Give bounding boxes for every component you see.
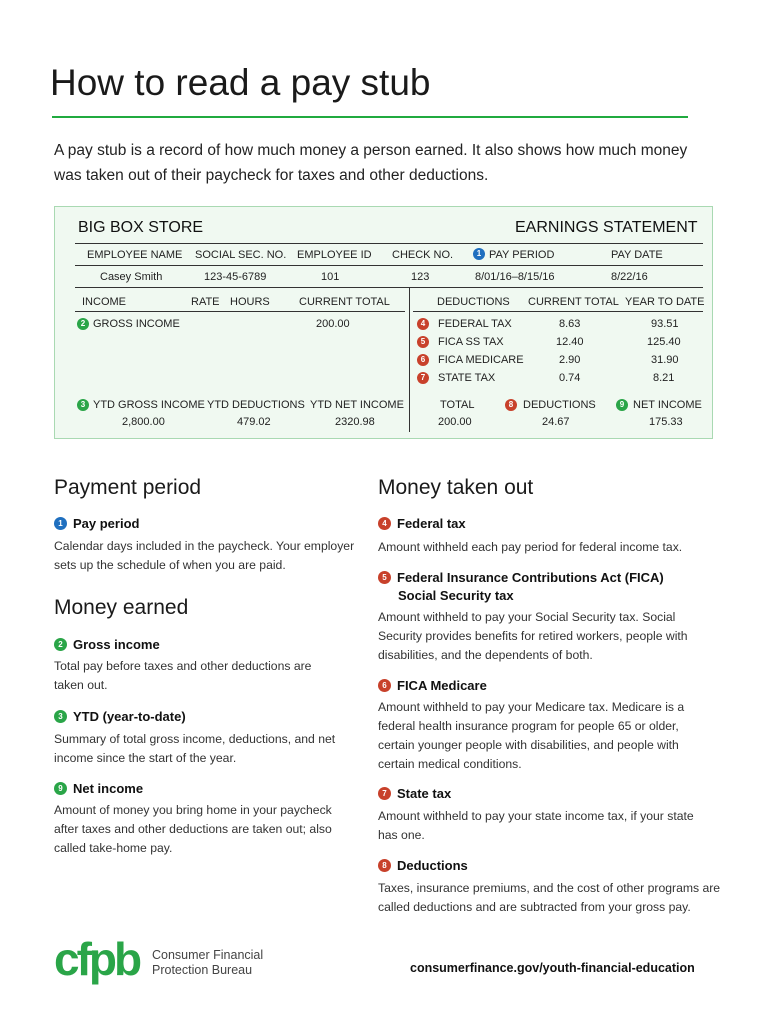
term-label: YTD (year-to-date)	[73, 709, 186, 724]
footer-url[interactable]: consumerfinance.gov/youth-financial-education	[410, 961, 695, 975]
ytd-net-label: YTD NET INCOME	[310, 399, 404, 411]
statement-title: EARNINGS STATEMENT	[515, 219, 698, 236]
term-ytd	[54, 708, 186, 726]
agency-line2: Protection Bureau	[152, 963, 253, 977]
def-fica-medicare: Amount withheld to pay your Medicare tax. Medicare is a federal health insurance program for people 65 or older, certain younger people with disabilities, and people with certain medical conditions.	[378, 700, 685, 771]
header-pay-period: PAY PERIOD	[489, 249, 555, 261]
total-value: 200.00	[438, 416, 472, 428]
net-income-label: NET INCOME	[633, 399, 702, 411]
def-deductions: Taxes, insurance premiums, and the cost of other programs are called deductions and are subtracted from your gross pay.	[378, 881, 721, 914]
ytd-deductions-label: YTD DEDUCTIONS	[207, 399, 305, 411]
badge-3: 3	[54, 710, 67, 723]
badge-1: 1	[54, 517, 67, 530]
pay-period-value: 8/01/16–8/15/16	[475, 271, 555, 283]
term-label: Federal tax	[397, 516, 466, 531]
header-employee-name: EMPLOYEE NAME	[87, 249, 183, 261]
header-year-to-date: YEAR TO DATE	[625, 296, 705, 308]
intro-paragraph: A pay stub is a record of how much money a person earned. It also shows how much money was taken out of their paycheck for taxes and other deductions.	[54, 142, 688, 184]
net-income-value: 175.33	[649, 416, 683, 428]
ytd-gross-label: YTD GROSS INCOME	[93, 399, 205, 411]
cfpb-logo: cfpb	[54, 933, 140, 985]
header-ssn: SOCIAL SEC. NO.	[195, 249, 287, 261]
header-rate: RATE	[191, 296, 220, 308]
def-fica-ss: Amount withheld to pay your Social Security tax. Social Security provides benefits for retired workers, people with disabilities, and the dependents of both.	[378, 610, 688, 662]
state-tax-ytd: 8.21	[653, 372, 675, 384]
header-current-total: CURRENT TOTAL	[299, 296, 390, 308]
check-no-value: 123	[411, 271, 430, 283]
term-deductions	[378, 857, 468, 875]
divider	[75, 311, 405, 312]
badge-7: 7	[417, 372, 429, 384]
term-label: Gross income	[73, 637, 160, 652]
deductions-total-label: DEDUCTIONS	[523, 399, 596, 411]
agency-name	[152, 948, 263, 978]
badge-1: 1	[473, 248, 485, 260]
employee-id-value: 101	[321, 271, 340, 283]
badge-9: 9	[54, 782, 67, 795]
section-payment-period: Payment period	[54, 476, 202, 499]
term-fica-ss	[378, 569, 718, 605]
term-label: FICA Medicare	[397, 678, 487, 693]
badge-3: 3	[77, 399, 89, 411]
section-money-taken-out: Money taken out	[378, 476, 534, 499]
term-label: Deductions	[397, 858, 468, 873]
badge-8: 8	[505, 399, 517, 411]
term-fica-medicare	[378, 677, 487, 695]
term-pay-period	[54, 515, 139, 533]
page-title: How to read a pay stub	[50, 62, 431, 103]
badge-6: 6	[378, 679, 391, 692]
def-gross-income: Total pay before taxes and other deductions are taken out.	[54, 659, 312, 692]
pay-stub	[54, 206, 713, 439]
deductions-total-value: 24.67	[542, 416, 570, 428]
fica-medicare-current: 2.90	[559, 354, 581, 366]
title-divider	[52, 116, 688, 118]
fica-ss-current: 12.40	[556, 336, 584, 348]
federal-tax-ytd: 93.51	[651, 318, 679, 330]
def-net-income: Amount of money you bring home in your paycheck after taxes and other deductions are taken out; also called take-home pay.	[54, 803, 332, 855]
badge-4: 4	[417, 318, 429, 330]
def-federal-tax: Amount withheld each pay period for federal income tax.	[378, 540, 683, 554]
header-pay-date: PAY DATE	[611, 249, 663, 261]
badge-9: 9	[616, 399, 628, 411]
header-check-no: CHECK NO.	[392, 249, 454, 261]
gross-income-value: 200.00	[316, 318, 350, 330]
def-pay-period: Calendar days included in the paycheck. Your employer sets up the schedule of when you are paid.	[54, 539, 355, 572]
term-label-line1: Federal Insurance Contributions Act (FICA)	[397, 570, 664, 585]
header-deductions: DEDUCTIONS	[437, 296, 510, 308]
agency-line1: Consumer Financial	[152, 948, 264, 962]
def-ytd: Summary of total gross income, deductions, and net income since the start of the year.	[54, 732, 336, 765]
badge-7: 7	[378, 787, 391, 800]
header-employee-id: EMPLOYEE ID	[297, 249, 372, 261]
badge-2: 2	[54, 638, 67, 651]
section-money-earned: Money earned	[54, 596, 189, 619]
badge-4: 4	[378, 517, 391, 530]
federal-tax-current: 8.63	[559, 318, 581, 330]
employee-name-value: Casey Smith	[100, 271, 163, 283]
term-label-line2: Social Security tax	[398, 588, 514, 603]
ssn-value: 123-45-6789	[204, 271, 267, 283]
term-federal-tax	[378, 515, 466, 533]
total-label: TOTAL	[440, 399, 475, 411]
store-name: BIG BOX STORE	[78, 219, 204, 236]
term-label: State tax	[397, 786, 452, 801]
header-deductions-current: CURRENT TOTAL	[528, 296, 619, 308]
badge-2: 2	[77, 318, 89, 330]
ytd-gross-value: 2,800.00	[122, 416, 165, 428]
header-hours: HOURS	[230, 296, 270, 308]
divider	[75, 243, 703, 244]
fica-ss-ytd: 125.40	[647, 336, 681, 348]
pay-date-value: 8/22/16	[611, 271, 648, 283]
badge-5: 5	[378, 571, 391, 584]
term-net-income	[54, 780, 143, 798]
divider	[75, 287, 703, 288]
state-tax-label: STATE TAX	[438, 372, 496, 384]
column-divider	[409, 287, 410, 432]
gross-income-label: GROSS INCOME	[93, 318, 180, 330]
term-gross-income	[54, 636, 160, 654]
def-state-tax: Amount withheld to pay your state income tax, if your state has one.	[378, 809, 694, 842]
ytd-deductions-value: 479.02	[237, 416, 271, 428]
state-tax-current: 0.74	[559, 372, 581, 384]
term-label: Net income	[73, 781, 144, 796]
badge-5: 5	[417, 336, 429, 348]
ytd-net-value: 2320.98	[335, 416, 375, 428]
fica-medicare-label: FICA MEDICARE	[438, 354, 524, 366]
fica-medicare-ytd: 31.90	[651, 354, 679, 366]
divider	[75, 265, 703, 266]
fica-ss-label: FICA SS TAX	[438, 336, 504, 348]
badge-8: 8	[378, 859, 391, 872]
divider	[413, 311, 703, 312]
header-income: INCOME	[82, 296, 126, 308]
term-label: Pay period	[73, 516, 140, 531]
term-state-tax	[378, 785, 451, 803]
federal-tax-label: FEDERAL TAX	[438, 318, 512, 330]
badge-6: 6	[417, 354, 429, 366]
